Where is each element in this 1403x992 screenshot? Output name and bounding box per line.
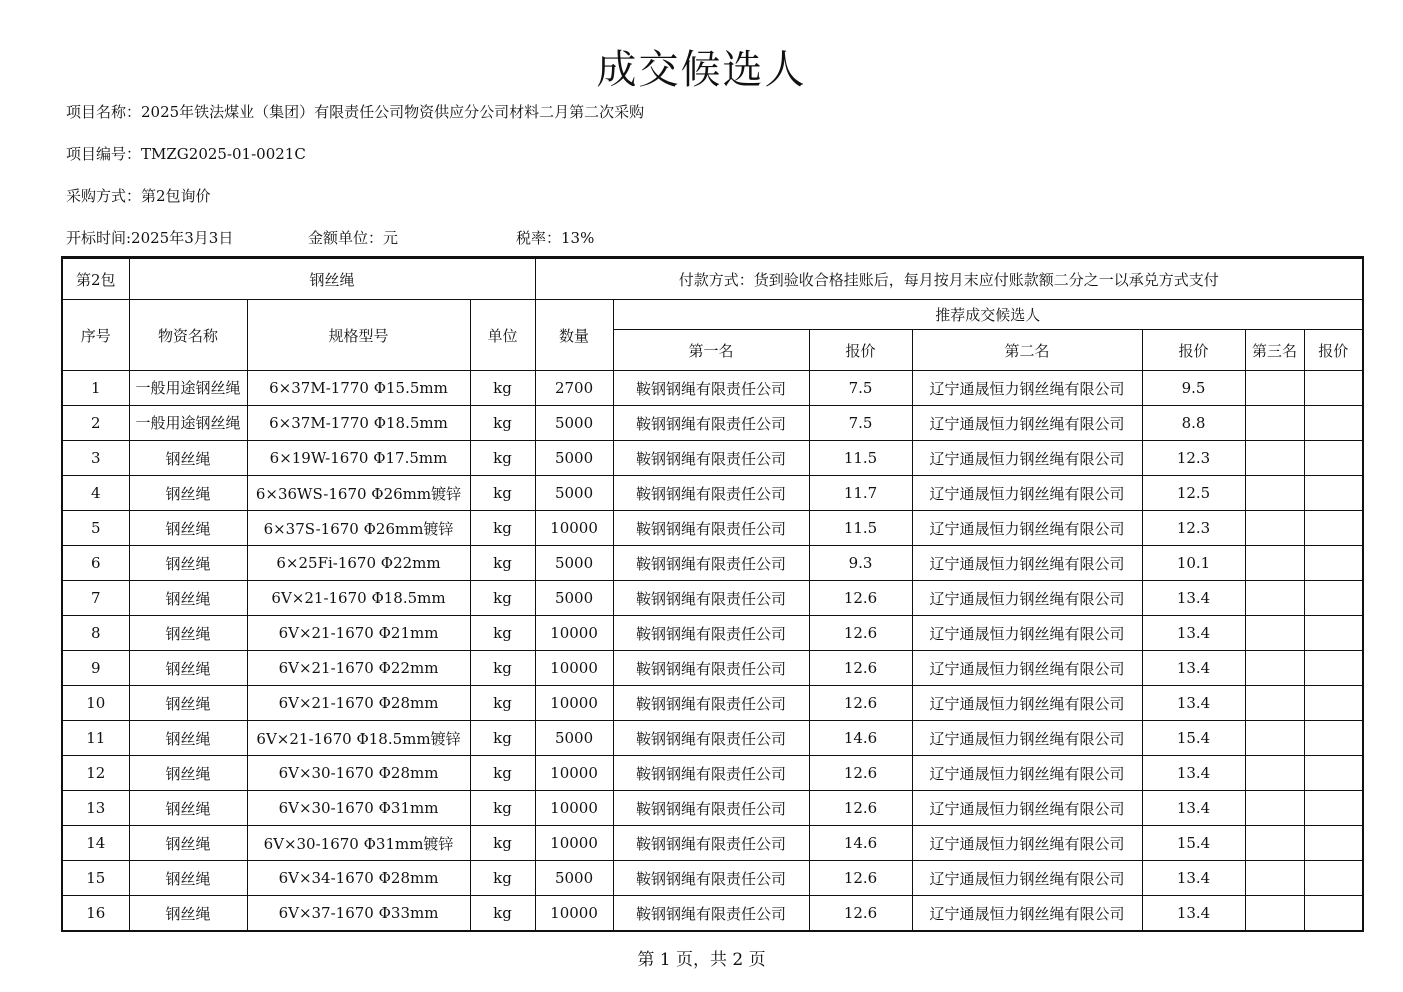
cell-material: 钢丝绳 [129,511,247,546]
cell-unit: kg [470,476,535,511]
cell-second: 辽宁通晟恒力钢丝绳有限公司 [912,406,1142,441]
cell-seq: 9 [62,651,129,686]
cell-material: 钢丝绳 [129,861,247,896]
cell-qty: 10000 [535,651,613,686]
cell-qty: 5000 [535,581,613,616]
cell-price2: 12.5 [1142,476,1245,511]
cell-price1: 12.6 [809,756,912,791]
cell-material: 一般用途钢丝绳 [129,371,247,406]
cell-second: 辽宁通晟恒力钢丝绳有限公司 [912,756,1142,791]
table-row [62,511,1363,546]
package-label: 第2包 [62,258,129,300]
cell-qty: 10000 [535,616,613,651]
cell-qty: 5000 [535,476,613,511]
cell-third [1245,791,1304,826]
table-row [62,476,1363,511]
cell-price2: 10.1 [1142,546,1245,581]
cell-price1: 12.6 [809,896,912,932]
cell-seq: 11 [62,721,129,756]
cell-first: 鞍钢钢绳有限责任公司 [613,826,809,861]
cell-material: 钢丝绳 [129,476,247,511]
cell-price1: 12.6 [809,651,912,686]
cell-price3 [1304,721,1363,756]
cell-unit: kg [470,511,535,546]
header-spec: 规格型号 [247,300,470,371]
payment-terms: 付款方式：货到验收合格挂账后，每月按月末应付账款额二分之一以承兑方式支付 [535,258,1363,300]
project-name: 项目名称：2025年铁法煤业（集团）有限责任公司物资供应分公司材料二月第二次采购 [66,103,645,121]
cell-second: 辽宁通晟恒力钢丝绳有限公司 [912,441,1142,476]
cell-spec: 6V×37-1670 Φ33mm [247,896,470,932]
cell-seq: 2 [62,406,129,441]
table-row [62,581,1363,616]
table-row [62,441,1363,476]
cell-price2: 13.4 [1142,756,1245,791]
cell-seq: 14 [62,826,129,861]
cell-seq: 15 [62,861,129,896]
cell-spec: 6×37S-1670 Φ26mm镀锌 [247,511,470,546]
cell-spec: 6×37M-1770 Φ15.5mm [247,371,470,406]
cell-third [1245,476,1304,511]
header-price1: 报价 [809,330,912,371]
cell-price3 [1304,441,1363,476]
table-row [62,791,1363,826]
cell-third [1245,896,1304,932]
cell-third [1245,756,1304,791]
table-row [62,406,1363,441]
cell-price1: 12.6 [809,861,912,896]
cell-second: 辽宁通晟恒力钢丝绳有限公司 [912,651,1142,686]
cell-second: 辽宁通晟恒力钢丝绳有限公司 [912,546,1142,581]
cell-material: 钢丝绳 [129,791,247,826]
cell-unit: kg [470,441,535,476]
cell-first: 鞍钢钢绳有限责任公司 [613,791,809,826]
cell-third [1245,441,1304,476]
cell-qty: 5000 [535,546,613,581]
cell-unit: kg [470,651,535,686]
cell-price3 [1304,651,1363,686]
cell-first: 鞍钢钢绳有限责任公司 [613,756,809,791]
cell-price3 [1304,791,1363,826]
cell-price2: 15.4 [1142,826,1245,861]
cell-price3 [1304,826,1363,861]
cell-material: 钢丝绳 [129,546,247,581]
cell-first: 鞍钢钢绳有限责任公司 [613,616,809,651]
meta-row-open-time [66,228,595,248]
cell-seq: 5 [62,511,129,546]
cell-price3 [1304,861,1363,896]
cell-seq: 6 [62,546,129,581]
table-row [62,721,1363,756]
table-row [62,651,1363,686]
cell-third [1245,826,1304,861]
cell-spec: 6V×21-1670 Φ18.5mm镀锌 [247,721,470,756]
project-number: 项目编号：TMZG2025-01-0021C [66,145,306,163]
cell-price2: 12.3 [1142,511,1245,546]
cell-price3 [1304,686,1363,721]
cell-price1: 14.6 [809,721,912,756]
cell-price1: 12.6 [809,581,912,616]
cell-first: 鞍钢钢绳有限责任公司 [613,686,809,721]
cell-qty: 10000 [535,686,613,721]
cell-material: 一般用途钢丝绳 [129,406,247,441]
cell-first: 鞍钢钢绳有限责任公司 [613,861,809,896]
table-row [62,546,1363,581]
cell-unit: kg [470,756,535,791]
cell-price2: 13.4 [1142,861,1245,896]
cell-third [1245,721,1304,756]
cell-seq: 1 [62,371,129,406]
cell-seq: 16 [62,896,129,932]
cell-third [1245,581,1304,616]
cell-second: 辽宁通晟恒力钢丝绳有限公司 [912,686,1142,721]
cell-unit: kg [470,896,535,932]
cell-qty: 10000 [535,791,613,826]
table-body [62,371,1363,932]
cell-qty: 10000 [535,511,613,546]
cell-seq: 13 [62,791,129,826]
cell-second: 辽宁通晟恒力钢丝绳有限公司 [912,826,1142,861]
cell-price2: 13.4 [1142,651,1245,686]
cell-seq: 8 [62,616,129,651]
table-row [62,616,1363,651]
cell-unit: kg [470,371,535,406]
cell-spec: 6V×21-1670 Φ21mm [247,616,470,651]
cell-second: 辽宁通晟恒力钢丝绳有限公司 [912,616,1142,651]
cell-price2: 13.4 [1142,616,1245,651]
cell-spec: 6V×30-1670 Φ31mm [247,791,470,826]
table-row [62,686,1363,721]
cell-material: 钢丝绳 [129,581,247,616]
cell-first: 鞍钢钢绳有限责任公司 [613,371,809,406]
cell-unit: kg [470,686,535,721]
cell-second: 辽宁通晟恒力钢丝绳有限公司 [912,721,1142,756]
cell-third [1245,651,1304,686]
cell-qty: 5000 [535,441,613,476]
cell-price2: 12.3 [1142,441,1245,476]
cell-seq: 10 [62,686,129,721]
header-material: 物资名称 [129,300,247,371]
page-title: 成交候选人 [596,47,807,93]
header-unit: 单位 [470,300,535,371]
package-name: 钢丝绳 [129,258,535,300]
page-footer: 第 1 页，共 2 页 [637,950,766,970]
cell-unit: kg [470,406,535,441]
cell-qty: 5000 [535,406,613,441]
header-price3: 报价 [1304,330,1363,371]
cell-price2: 13.4 [1142,686,1245,721]
cell-price1: 7.5 [809,406,912,441]
cell-material: 钢丝绳 [129,756,247,791]
purchase-method: 采购方式：第2包询价 [66,187,211,205]
cell-first: 鞍钢钢绳有限责任公司 [613,476,809,511]
cell-second: 辽宁通晟恒力钢丝绳有限公司 [912,861,1142,896]
cell-price1: 9.3 [809,546,912,581]
cell-first: 鞍钢钢绳有限责任公司 [613,546,809,581]
cell-qty: 2700 [535,371,613,406]
cell-spec: 6V×21-1670 Φ18.5mm [247,581,470,616]
cell-second: 辽宁通晟恒力钢丝绳有限公司 [912,511,1142,546]
cell-third [1245,406,1304,441]
cell-price2: 13.4 [1142,581,1245,616]
cell-unit: kg [470,791,535,826]
cell-price3 [1304,756,1363,791]
cell-price3 [1304,371,1363,406]
cell-unit: kg [470,616,535,651]
cell-qty: 10000 [535,896,613,932]
cell-third [1245,686,1304,721]
cell-price1: 11.5 [809,441,912,476]
cell-qty: 10000 [535,826,613,861]
cell-price1: 12.6 [809,616,912,651]
cell-price3 [1304,476,1363,511]
cell-material: 钢丝绳 [129,896,247,932]
cell-spec: 6×37M-1770 Φ18.5mm [247,406,470,441]
tax-rate: 税率：13% [516,229,595,247]
cell-price2: 13.4 [1142,896,1245,932]
cell-material: 钢丝绳 [129,686,247,721]
cell-price3 [1304,406,1363,441]
header-seq: 序号 [62,300,129,371]
header-price2: 报价 [1142,330,1245,371]
cell-first: 鞍钢钢绳有限责任公司 [613,721,809,756]
table-row [62,826,1363,861]
cell-price1: 12.6 [809,686,912,721]
cell-third [1245,371,1304,406]
cell-seq: 7 [62,581,129,616]
cell-price3 [1304,581,1363,616]
header-qty: 数量 [535,300,613,371]
table-row [62,371,1363,406]
cell-third [1245,511,1304,546]
cell-material: 钢丝绳 [129,616,247,651]
cell-qty: 10000 [535,756,613,791]
cell-second: 辽宁通晟恒力钢丝绳有限公司 [912,476,1142,511]
cell-price3 [1304,616,1363,651]
table-row [62,896,1363,932]
header-recommended: 推荐成交候选人 [613,300,1363,330]
cell-first: 鞍钢钢绳有限责任公司 [613,581,809,616]
cell-first: 鞍钢钢绳有限责任公司 [613,896,809,932]
cell-second: 辽宁通晟恒力钢丝绳有限公司 [912,371,1142,406]
cell-first: 鞍钢钢绳有限责任公司 [613,406,809,441]
cell-price1: 11.7 [809,476,912,511]
cell-price2: 13.4 [1142,791,1245,826]
cell-price1: 14.6 [809,826,912,861]
cell-spec: 6V×30-1670 Φ28mm [247,756,470,791]
cell-price3 [1304,896,1363,932]
cell-price2: 8.8 [1142,406,1245,441]
cell-price2: 9.5 [1142,371,1245,406]
cell-first: 鞍钢钢绳有限责任公司 [613,651,809,686]
cell-third [1245,616,1304,651]
cell-unit: kg [470,861,535,896]
table-row [62,756,1363,791]
cell-spec: 6V×21-1670 Φ28mm [247,686,470,721]
cell-price1: 7.5 [809,371,912,406]
cell-price1: 11.5 [809,511,912,546]
cell-third [1245,861,1304,896]
currency-unit: 金额单位：元 [308,229,399,247]
cell-qty: 5000 [535,721,613,756]
cell-material: 钢丝绳 [129,441,247,476]
cell-seq: 4 [62,476,129,511]
cell-material: 钢丝绳 [129,826,247,861]
cell-first: 鞍钢钢绳有限责任公司 [613,511,809,546]
cell-unit: kg [470,546,535,581]
cell-price1: 12.6 [809,791,912,826]
cell-first: 鞍钢钢绳有限责任公司 [613,441,809,476]
cell-price2: 15.4 [1142,721,1245,756]
cell-unit: kg [470,721,535,756]
cell-second: 辽宁通晟恒力钢丝绳有限公司 [912,791,1142,826]
header-third: 第三名 [1245,330,1304,371]
cell-price3 [1304,511,1363,546]
cell-spec: 6×19W-1670 Φ17.5mm [247,441,470,476]
open-time: 开标时间:2025年3月3日 [66,229,234,247]
cell-qty: 5000 [535,861,613,896]
header-second: 第二名 [912,330,1142,371]
cell-spec: 6V×34-1670 Φ28mm [247,861,470,896]
table-row [62,861,1363,896]
candidate-table [61,256,1364,932]
cell-material: 钢丝绳 [129,721,247,756]
cell-seq: 12 [62,756,129,791]
cell-third [1245,546,1304,581]
cell-unit: kg [470,826,535,861]
cell-price3 [1304,546,1363,581]
cell-spec: 6V×30-1670 Φ31mm镀锌 [247,826,470,861]
cell-material: 钢丝绳 [129,651,247,686]
cell-seq: 3 [62,441,129,476]
cell-spec: 6×25Fi-1670 Φ22mm [247,546,470,581]
cell-spec: 6×36WS-1670 Φ26mm镀锌 [247,476,470,511]
cell-spec: 6V×21-1670 Φ22mm [247,651,470,686]
cell-second: 辽宁通晟恒力钢丝绳有限公司 [912,896,1142,932]
cell-unit: kg [470,581,535,616]
cell-second: 辽宁通晟恒力钢丝绳有限公司 [912,581,1142,616]
header-first: 第一名 [613,330,809,371]
